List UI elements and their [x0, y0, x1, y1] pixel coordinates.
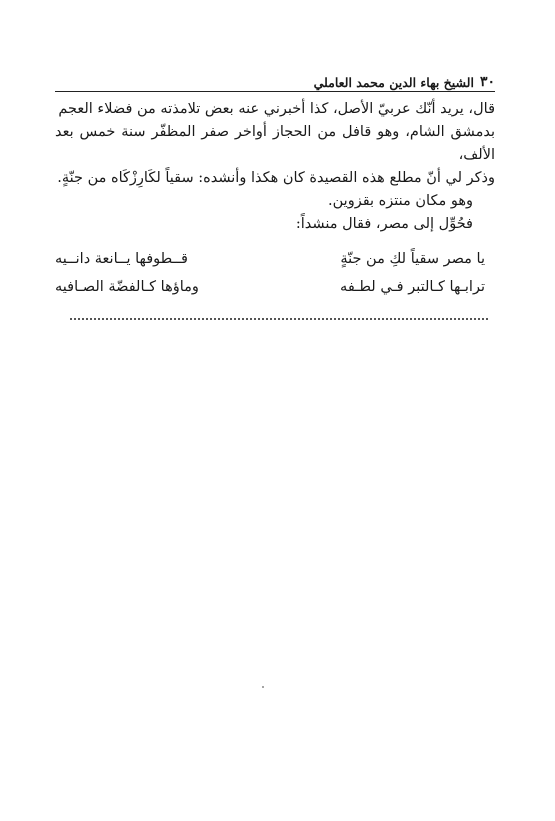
body-text — [55, 98, 495, 236]
page-number: ٣٠ — [479, 74, 495, 90]
page-speck — [262, 686, 264, 688]
verse-second-hemistich: قــطوفها يــانعة دانــيه — [55, 251, 188, 267]
body-line: فحُوِّل إلى مصر، فقال منشداً: — [295, 216, 473, 232]
verse-first-hemistich: يا مصر سقياً لكِ من جنّةٍ — [340, 251, 485, 267]
body-line: بدمشق الشام، وهو قافل من الحجاز أواخر صفر المظفّر سنة خمس بعد الألف، — [55, 124, 495, 163]
verse-second-hemistich: وماؤها كـالفضّة الصـافيه — [55, 279, 199, 295]
running-title: الشيخ بهاء الدين محمد العاملي — [313, 75, 474, 90]
dotted-separator — [70, 318, 488, 320]
body-line: وذكر لي أنّ مطلع هذه القصيدة كان هكذا وأنشده: سقياً لكَارِزْكَاه من جنّةٍ. — [57, 170, 495, 186]
poem-verses — [55, 245, 495, 301]
verse-row — [55, 273, 495, 301]
verse-row — [55, 245, 495, 273]
page-header — [55, 68, 495, 90]
body-line: وهو مكان منتزه بقزوين. — [328, 193, 473, 209]
body-line: قال، يريد أنّك عربيّ الأصل، كذا أخبرني عنه بعض تلامذته من فضلاء العجم — [58, 101, 495, 117]
header-rule — [55, 91, 495, 92]
verse-first-hemistich: ترابـها كـالتبر فـي لطـفه — [340, 279, 485, 295]
